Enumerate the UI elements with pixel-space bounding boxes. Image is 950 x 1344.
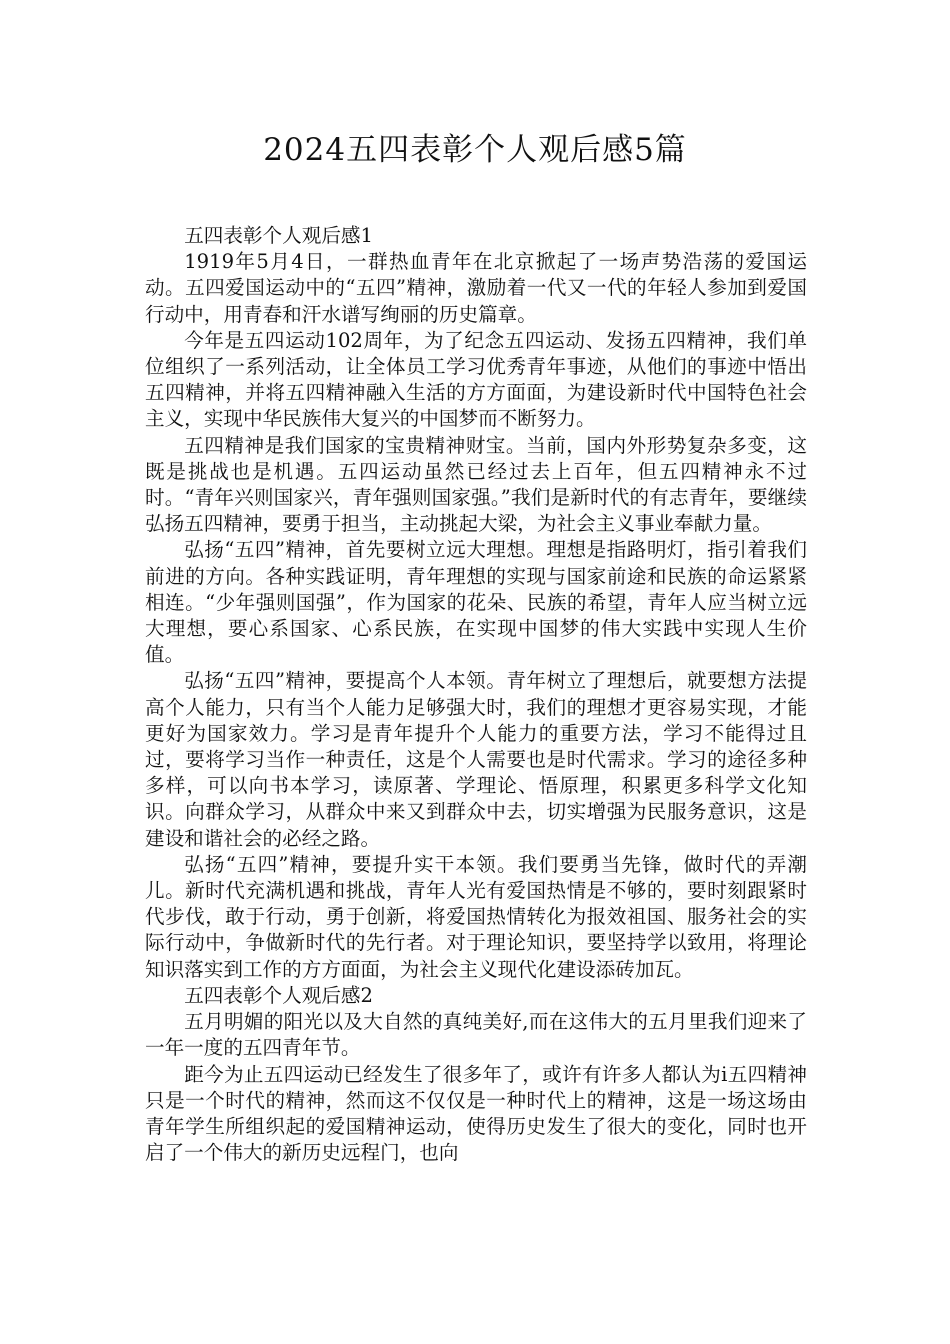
section-heading: 五四表彰个人观后感2 [184, 983, 373, 1007]
paragraph: 距今为止五四运动已经发生了很多年了，或许有许多人都认为i五四精神只是一个时代的精神，然而这不仅仅是一种时代上的精神，这是一场这场由青年学生所组织起的爱国精神运动，使得历史发生了很大的变化，同时也开启了一个伟大的新历史远程门，也向 [145, 1062, 807, 1165]
paragraph: 五四精神是我们国家的宝贵精神财宝。当前，国内外形势复杂多变，这既是挑战也是机遇。五四运动虽然已经过去上百年，但五四精神永不过时。“青年兴则国家兴，青年强则国家强。”我们是新时代的有志青年，要继续弘扬五四精神，要勇于担当，主动挑起大梁，为社会主义事业奉献力量。 [145, 433, 807, 536]
document-body [145, 223, 807, 1166]
paragraph: 弘扬“五四”精神，要提高个人本领。青年树立了理想后，就要想方法提高个人能力，只有当个人能力足够强大时，我们的理想才更容易实现，才能更好为国家效力。学习是青年提升个人能力的重要方法，学习不能得过且过，要将学习当作一种责任，这是个人需要也是时代需求。学习的途径多种多样，可以向书本学习，读原著、学理论、悟原理，积累更多科学文化知识。向群众学习，从群众中来又到群众中去，切实增强为民服务意识，这是建设和谐社会的必经之路。 [145, 669, 807, 850]
paragraph: 五月明媚的阳光以及大自然的真纯美好,而在这伟大的五月里我们迎来了一年一度的五四青年节。 [145, 1010, 807, 1060]
paragraph: 1919年5月4日，一群热血青年在北京掀起了一场声势浩荡的爱国运动。五四爱国运动中的“五四”精神，激励着一代又一代的年轻人参加到爱国行动中，用青春和汗水谱写绚丽的历史篇章。 [145, 250, 807, 326]
paragraph: 弘扬“五四”精神，首先要树立远大理想。理想是指路明灯，指引着我们前进的方向。各种实践证明，青年理想的实现与国家前途和民族的命运紧紧相连。“少年强则国强”，作为国家的花朵、民族的希望，青年人应当树立远大理想，要心系国家、心系民族，在实现中国梦的伟大实践中实现人生价值。 [145, 538, 807, 667]
paragraph: 今年是五四运动102周年，为了纪念五四运动、发扬五四精神，我们单位组织了一系列活动，让全体员工学习优秀青年事迹，从他们的事迹中悟出五四精神，并将五四精神融入生活的方方面面，为建设新时代中国特色社会主义，实现中华民族伟大复兴的中国梦而不断努力。 [145, 328, 807, 431]
section-heading: 五四表彰个人观后感1 [184, 224, 373, 247]
paragraph: 弘扬“五四”精神，要提升实干本领。我们要勇当先锋，做时代的弄潮儿。新时代充满机遇和挑战，青年人光有爱国热情是不够的，要时刻跟紧时代步伐，敢于行动，勇于创新，将爱国热情转化为报效祖国、服务社会的实际行动中，争做新时代的先行者。对于理论知识，要坚持学以致用，将理论知识落实到工作的方方面面，为社会主义现代化建设添砖加瓦。 [145, 852, 807, 981]
document-title: 2024五四表彰个人观后感5篇 [263, 132, 687, 168]
